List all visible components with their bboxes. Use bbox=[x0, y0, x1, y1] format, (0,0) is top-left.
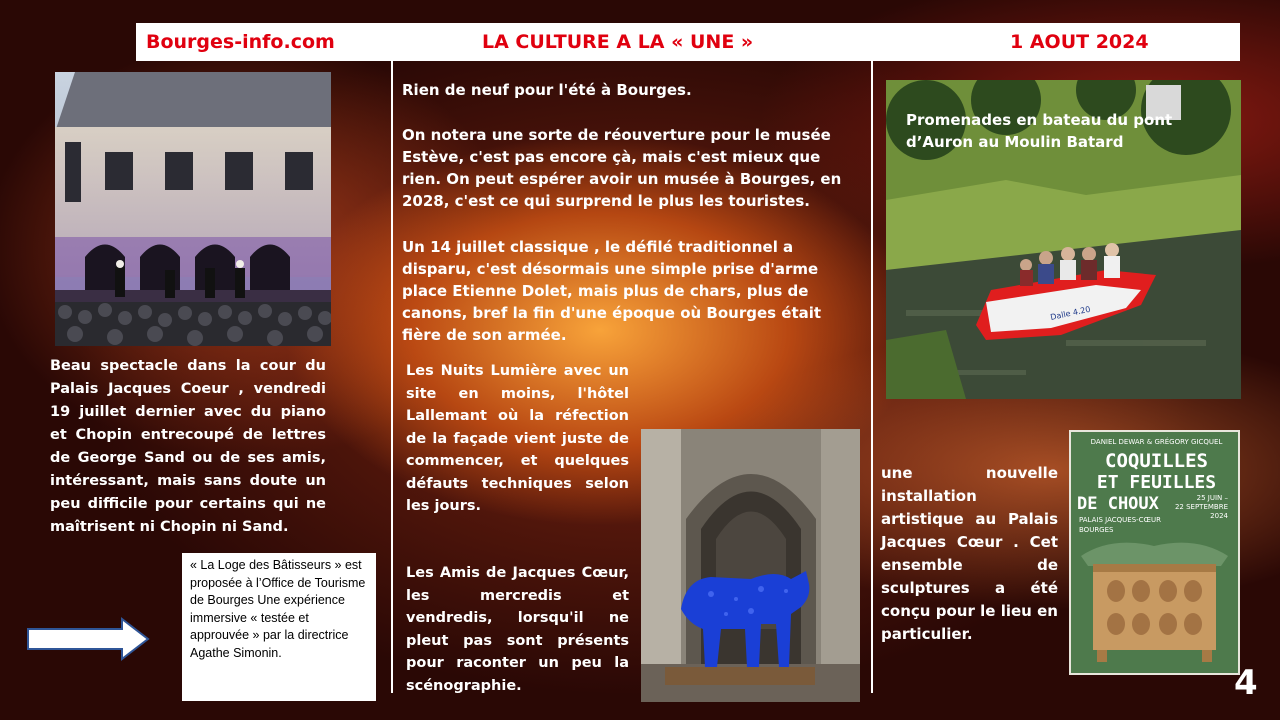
column-divider-right bbox=[871, 61, 873, 693]
poster-title-2: ET FEUILLES bbox=[1096, 472, 1217, 493]
installation-paragraph: une nouvelle installation artistique au Palais Jacques Cœur . Cet ensemble de sculptures a été conçu pour le lieu en particulier. bbox=[881, 464, 1058, 643]
concert-photo bbox=[55, 72, 331, 346]
poster-cabinet-image bbox=[1071, 536, 1238, 675]
poster-title-1: COQUILLES bbox=[1105, 450, 1208, 472]
right-arrow-icon bbox=[26, 616, 152, 666]
poster-venue-1: PALAIS JACQUES-CŒUR bbox=[1079, 516, 1162, 524]
poster-artists: DANIEL DEWAR & GRÉGORY GICQUEL bbox=[1090, 438, 1223, 446]
page-title: LA CULTURE A LA « UNE » bbox=[482, 31, 754, 53]
exhibition-poster bbox=[1069, 430, 1240, 675]
amis-jacques-coeur-paragraph: Les Amis de Jacques Cœur, les mercredis et vendredis, lorsqu'il ne pleut pas sont présents pour raconter un peu la scénographie. bbox=[406, 565, 629, 694]
poster-year: 2024 bbox=[1210, 512, 1228, 520]
bear-sculpture-photo bbox=[641, 429, 860, 702]
concert-description: Beau spectacle dans la cour du Palais Jacques Coeur , vendredi 19 juillet dernier avec du piano et Chopin entrecoupé de lettres de George Sand ou de ses amis, intéressant, mais sans doute un peu difficile pour certains qui ne maîtrisent ni Chopin ni Sand. bbox=[50, 358, 326, 535]
poster-title-3: DE CHOUX bbox=[1077, 494, 1159, 514]
header-bar bbox=[136, 23, 1240, 61]
issue-date: 1 AOUT 2024 bbox=[1010, 31, 1149, 53]
intro-paragraph: Rien de neuf pour l'été à Bourges. bbox=[402, 81, 692, 99]
july14-paragraph: Un 14 juillet classique , le défilé traditionnel a disparu, c'est désormais une simple prise d'arme place Etienne Dolet, mais plus de chars, plus de canons, bref la fin d'une époque où Bourges était fière de son armée. bbox=[402, 238, 822, 344]
poster-dates-1: 25 JUIN – bbox=[1196, 494, 1228, 502]
site-name[interactable]: Bourges-info.com bbox=[146, 31, 335, 53]
loge-info-box bbox=[182, 553, 376, 701]
boat-caption: Promenades en bateau du pont d’Auron au Moulin Batard bbox=[906, 111, 1173, 151]
nuits-lumiere-paragraph: Les Nuits Lumière avec un site en moins, l'hôtel Lallemant où la réfection de la façade vient juste de commencer, et quelques défauts techniques selon les jours. bbox=[406, 363, 629, 514]
loge-info-text: « La Loge des Bâtisseurs » est proposée à l’Office de Tourisme de Bourges Une expérience immersive « testée et approuvée » par la directrice Agathe Simonin. bbox=[190, 558, 366, 660]
museum-paragraph: On notera une sorte de réouverture pour le musée Estève, c'est pas encore çà, mais c'est mieux que rien. On peut espérer avoir un musée à Bourges, en 2028, c'est ce qui surprend le plus les touristes. bbox=[402, 126, 842, 210]
poster-venue-2: BOURGES bbox=[1079, 526, 1114, 534]
boat-marking: Dalle 4.20 bbox=[1049, 304, 1092, 322]
poster-dates-2: 22 SEPTEMBRE bbox=[1174, 503, 1228, 511]
column-divider-left bbox=[391, 61, 393, 693]
slide-number: 4 bbox=[1234, 663, 1258, 703]
